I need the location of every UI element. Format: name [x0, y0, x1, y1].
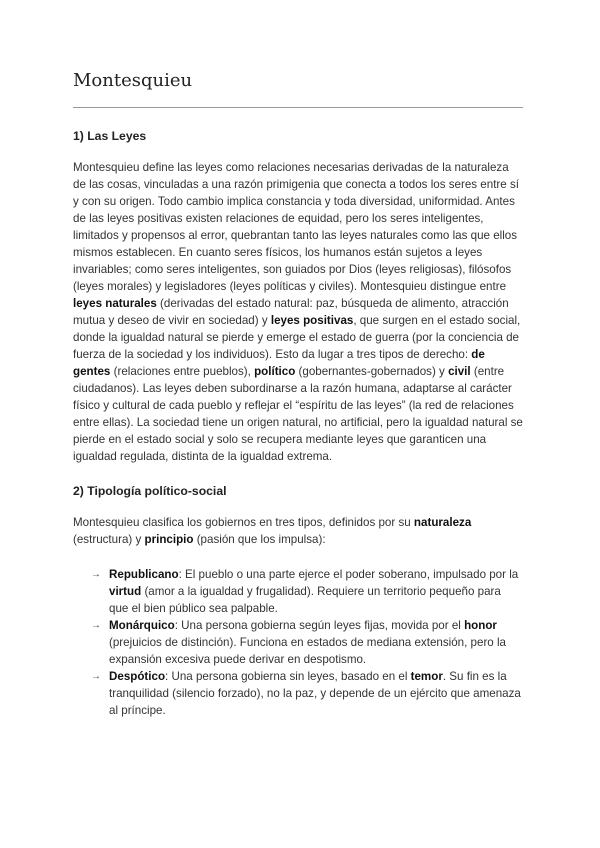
arrow-right-icon: → [91, 569, 101, 580]
document-body [73, 128, 523, 719]
text-run: . Su fin es la tranquilidad (silencio forzado), no la paz, y depende de un ejército que amenaza al príncipe. [109, 670, 521, 717]
paragraph-tipologia-intro [73, 514, 523, 548]
arrow-right-icon: → [91, 671, 101, 682]
government-types-list [73, 566, 523, 719]
text-run: (prejuicios de distinción). Funciona en estados de mediana extensión, pero la expansión excesiva puede derivar en despotismo. [109, 636, 507, 666]
bold-term: honor [464, 619, 497, 632]
text-run: : Una persona gobierna según leyes fijas, movida por el [174, 619, 465, 632]
section-heading-tipologia: 2) Tipología político-social [73, 484, 227, 498]
text-run: (entre ciudadanos). Las leyes deben subordinarse a la razón humana, adaptarse al carácter físico y cultural de cada pueblo y reflejar el “espíritu de las leyes” (la red de relaciones entre ellas). La sociedad tiene un origen natural, no artificial, pero la igualdad natural se pierde en el estado social y solo se recupera mediante leyes que garanticen una igualdad regulada, distinta de la igualdad extrema. [73, 365, 523, 463]
bold-term: leyes positivas [270, 314, 354, 327]
arrow-right-icon: → [91, 620, 101, 631]
bold-term: naturaleza [413, 516, 472, 529]
text-run: (relaciones entre pueblos), [110, 365, 255, 378]
text-run: Montesquieu define las leyes como relaciones necesarias derivadas de la naturaleza de las cosas, vinculadas a una razón primigenia que conecta a todos los seres entre sí y con su origen. Todo cambio implica constancia y toda diversidad, uniformidad. Antes de las leyes positivas existen relaciones de equidad, pero los seres inteligentes, limitados y propensos al error, quebrantan tanto las leyes naturales como las que ellos mismos establecen. En cuanto seres físicos, los humanos están sujetos a leyes invariables; como seres inteligentes, son guiados por Dios (leyes religiosas), filósofos (leyes morales) y legisladores (leyes políticas y civiles). Montesquieu distingue entre [73, 161, 519, 293]
text-run: : El pueblo o una parte ejerce el poder soberano, impulsado por la [178, 568, 519, 581]
bold-term: Republicano [109, 568, 179, 581]
bold-term: Despótico [109, 670, 166, 683]
bold-term: leyes naturales [73, 297, 157, 310]
text-run: (amor a la igualdad y frugalidad). Requiere un territorio pequeño para que el bien público sea palpable. [109, 585, 501, 615]
paragraph-leyes [73, 159, 523, 465]
bold-term: político [254, 365, 296, 378]
bold-term: civil [448, 365, 471, 378]
bold-term: principio [144, 533, 194, 546]
title-divider [73, 107, 523, 108]
text-run: (pasión que los impulsa): [193, 533, 326, 546]
section-heading-leyes: 1) Las Leyes [73, 129, 147, 143]
text-run: (gobernantes-gobernados) y [295, 365, 449, 378]
text-run: : Una persona gobierna sin leyes, basado en el [165, 670, 411, 683]
bold-term: temor [410, 670, 443, 683]
bold-term: virtud [109, 585, 142, 598]
bold-term: Monárquico [109, 619, 175, 632]
text-run: (derivadas del estado natural: paz, búsqueda de alimento, atracción mutua y deseo de vivir en sociedad) y [73, 297, 509, 327]
text-run: Montesquieu clasifica los gobiernos en tres tipos, definidos por su [73, 516, 414, 529]
text-run: , que surgen en el estado social, donde la igualdad natural se pierde y emerge el estado de guerra (por la conciencia de fuerza de la sociedad y los individuos). Esto da lugar a tres tipos de derecho: [73, 314, 521, 361]
page-title: Montesquieu [73, 70, 193, 91]
list-item-despotico [73, 668, 523, 719]
text-run: (estructura) y [73, 533, 145, 546]
bold-term: de gentes [73, 348, 485, 378]
list-item-monarquico [73, 617, 523, 668]
list-item-republicano [73, 566, 523, 617]
